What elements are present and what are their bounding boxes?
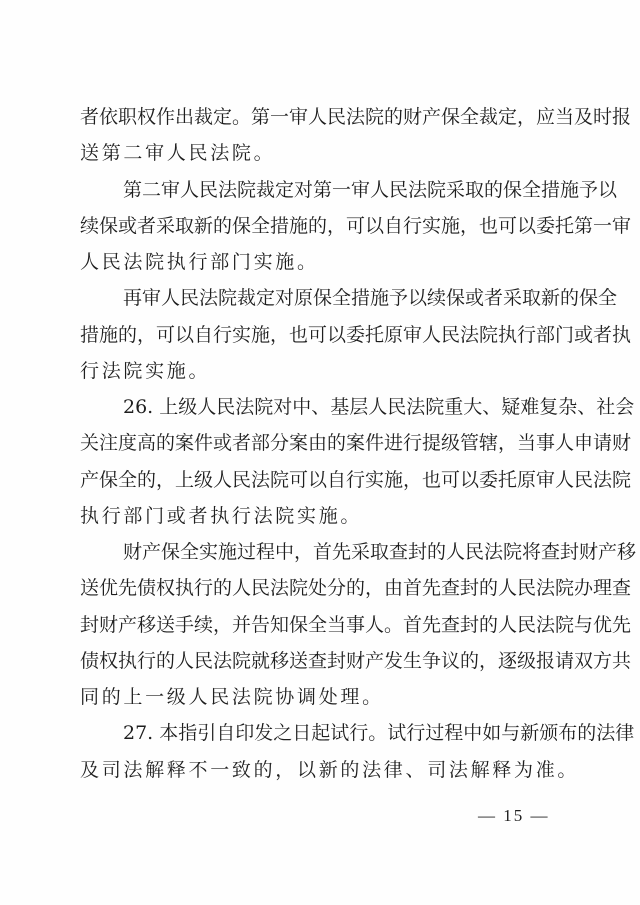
text-line: 送第二审人民法院。 [80,142,276,165]
paragraph-article-27 [80,715,635,788]
paragraph-transfer [80,534,637,715]
text-line: 26. 上级人民法院对中、基层人民法院重大、疑难复杂、社会 [123,396,635,418]
text-line: 送优先债权执行的人民法院处分的，由首先查封的人民法院办理查 [80,577,632,600]
text-line: 关注度高的案件或者部分案由的案件进行提级管辖，当事人申请财 [80,432,632,455]
page-number: — 15 — [478,806,550,825]
text-line: 再审人民法院裁定对原保全措施予以续保或者采取新的保全 [123,287,618,310]
paragraph-retrial [80,280,632,389]
text-line: 27. 本指引自印发之日起试行。试行过程中如与新颁布的法律 [123,722,635,745]
text-line: 封财产移送手续，并告知保全当事人。首先查封的人民法院与优先 [80,613,632,636]
text-line: 续保或者采取新的保全措施的，可以自行实施，也可以委托第一审 [80,214,632,237]
text-line: 及司法解释不一致的，以新的法律、司法解释为准。 [80,758,580,781]
text-line: 债权执行的人民法院就移送查封财产发生争议的，逐级报请双方共 [80,649,632,672]
text-line: 执行部门或者执行法院实施。 [80,504,363,527]
paragraph-continuation [80,99,632,172]
paragraph-article-26 [80,389,635,534]
document-body [80,99,637,788]
text-line: 措施的，可以自行实施，也可以委托原审人民法院执行部门或者执 [80,323,632,346]
text-line: 人民法院执行部门实施。 [80,251,319,273]
text-line: 行法院实施。 [80,359,211,382]
text-line: 同的上一级人民法院协调处理。 [80,686,384,708]
paragraph-second-instance [80,172,632,281]
text-line: 第二审人民法院裁定对第一审人民法院采取的保全措施予以 [123,178,618,201]
text-line: 财产保全实施过程中，首先采取查封的人民法院将查封财产移 [123,541,637,563]
text-line: 者依职权作出裁定。第一审人民法院的财产保全裁定，应当及时报 [80,106,632,128]
text-line: 产保全的，上级人民法院可以自行实施，也可以委托原审人民法院 [80,468,632,491]
